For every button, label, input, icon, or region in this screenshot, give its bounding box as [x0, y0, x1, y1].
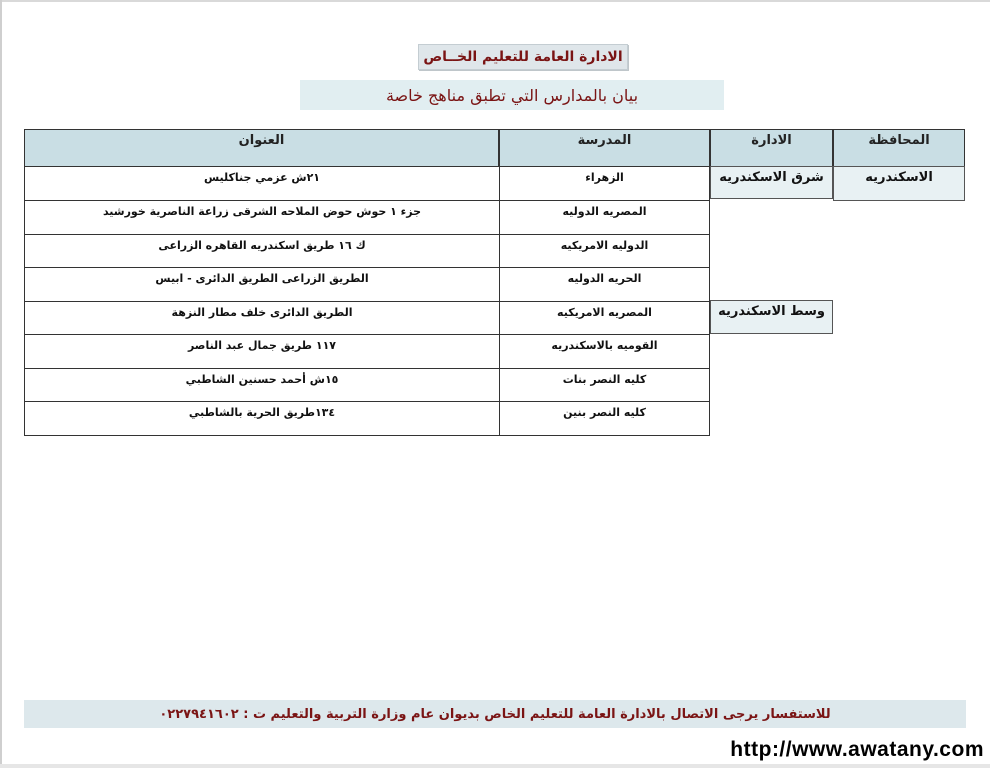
table-row-address: جزء ١ حوش حوض الملاحه الشرقى زراعة الناصرية خورشيد	[24, 200, 500, 235]
bottom-edge	[0, 764, 990, 768]
header-department: الادارة	[710, 129, 833, 167]
table-row-school: كليه النصر بنات	[499, 368, 710, 402]
table-row-address: الطريق الدائرى خلف مطار النزهة	[24, 301, 500, 335]
department-east: شرق الاسكندريه	[710, 166, 833, 199]
table-row-address: ١٥ش أحمد حسنين الشاطبي	[24, 368, 500, 402]
governorate-cell: الاسكندريه	[833, 166, 965, 201]
contact-footer: للاستفسار يرجى الاتصال بالادارة العامة للتعليم الخاص بديوان عام وزارة التربية والتعليم ت : ٠٢٢٧٩٤١٦٠٢	[24, 700, 966, 728]
table-row-address: ك ١٦ طريق اسكندريه القاهره الزراعى	[24, 234, 500, 268]
table-row-address: ١١٧ طريق جمال عبد الناصر	[24, 334, 500, 369]
table-row-address: ٢١ش عزمي جناكليس	[24, 166, 500, 201]
table-row-school: المصريه الدوليه	[499, 200, 710, 235]
left-edge	[0, 0, 2, 768]
table-row-school: الزهراء	[499, 166, 710, 201]
header-school: المدرسة	[499, 129, 710, 167]
table-row-school: القوميه بالاسكندريه	[499, 334, 710, 369]
document-subtitle: بيان بالمدارس التي تطبق مناهج خاصة	[300, 80, 724, 110]
table-row-address: ١٣٤طريق الحرية بالشاطبي	[24, 401, 500, 436]
table-row-school: الدوليه الامريكيه	[499, 234, 710, 268]
top-edge	[0, 0, 990, 2]
table-row-address: الطريق الزراعى الطريق الدائرى - ابيس	[24, 267, 500, 302]
document-title: الادارة العامة للتعليم الخــاص	[418, 44, 628, 70]
website-watermark[interactable]: http://www.awatany.com	[730, 738, 984, 761]
table-row-school: الحريه الدوليه	[499, 267, 710, 302]
department-central: وسط الاسكندريه	[710, 300, 833, 334]
header-address: العنوان	[24, 129, 499, 167]
table-row-school: المصريه الامريكيه	[499, 301, 710, 335]
table-row-school: كليه النصر بنين	[499, 401, 710, 436]
header-governorate: المحافظة	[833, 129, 965, 167]
